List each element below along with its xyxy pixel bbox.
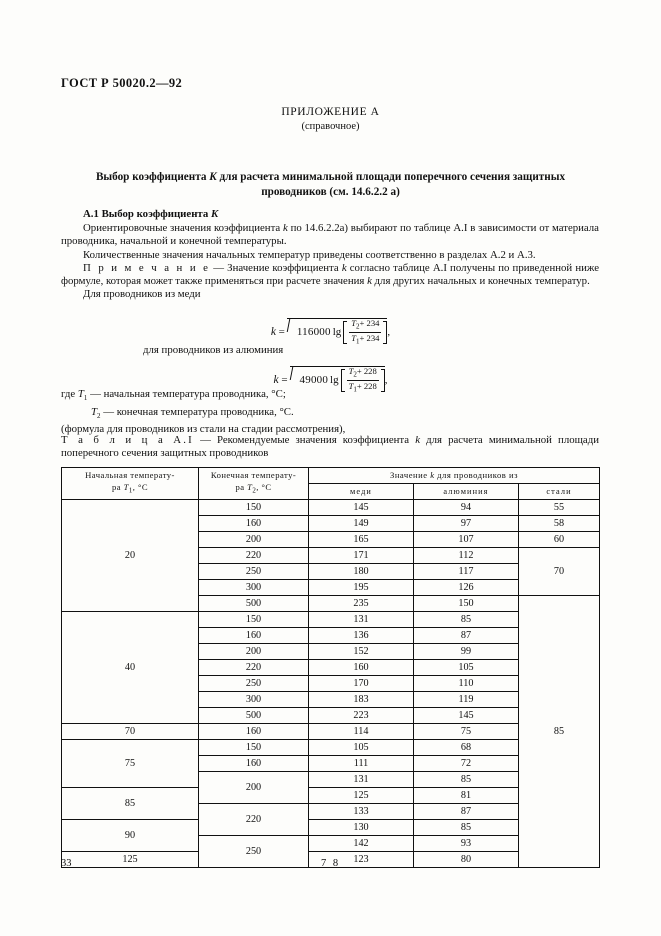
header-final-temperature-unit: , °С	[256, 481, 272, 492]
formula-aluminium-coefficient: 49000	[299, 374, 329, 387]
header-material-steel: стали	[519, 484, 600, 500]
where-line-2-sub: 2	[97, 411, 101, 420]
cell-aluminium: 119	[414, 692, 519, 708]
cell-final-temperature: 160	[199, 628, 309, 644]
where-line-1-sub: 1	[83, 394, 88, 403]
table-header	[62, 468, 600, 500]
where-line-1-text: — начальная температура проводника, °С;	[87, 388, 286, 400]
header-final-temperature-sub: 2	[252, 486, 257, 495]
appendix-subtitle: (справочное)	[301, 121, 360, 132]
formula-copper	[0, 317, 661, 346]
cell-copper: 114	[309, 724, 414, 740]
cell-aluminium: 107	[414, 532, 519, 548]
section-heading-text: А.1 Выбор коэффициента	[83, 208, 211, 220]
paragraph-1-k-symbol: k	[283, 222, 288, 235]
cell-copper: 160	[309, 660, 414, 676]
formula-copper-bracket	[343, 318, 387, 346]
cell-steel: 85	[519, 596, 600, 868]
header-initial-temperature	[62, 468, 199, 500]
cell-copper: 183	[309, 692, 414, 708]
appendix-block	[0, 106, 661, 132]
where-line-1	[61, 388, 599, 406]
formula-aluminium-num-var: T	[348, 366, 354, 376]
body-text	[61, 208, 599, 301]
cell-aluminium: 85	[414, 612, 519, 628]
table-header-row-1	[62, 468, 600, 484]
table-caption	[61, 434, 599, 460]
formula-aluminium-k: k	[273, 374, 279, 387]
formula-copper-den-var: T	[351, 332, 357, 343]
where-line-3: (формула для проводников из стали на стадии рассмотрения),	[61, 423, 346, 436]
cell-copper: 105	[309, 740, 414, 756]
where-line-2-text: — конечная температура проводника, °С.	[100, 405, 294, 418]
cell-copper: 171	[309, 548, 414, 564]
cell-aluminium: 81	[414, 788, 519, 804]
header-final-temperature-line1: Конечная температу-	[210, 470, 297, 481]
header-initial-temperature-unit: , °С	[132, 481, 149, 492]
formula-copper-comma: ,	[387, 326, 391, 339]
page-title	[78, 170, 583, 200]
header-k-value-group	[309, 468, 600, 484]
note-part-a: — Значение коэффициента	[210, 261, 342, 274]
bracket-right-icon	[383, 321, 387, 344]
note-label: П р и м е ч а н и е	[83, 261, 211, 274]
cell-aluminium: 72	[414, 756, 519, 772]
formula-aluminium-num-sub: 2	[353, 370, 357, 379]
header-initial-temperature-var: T	[123, 481, 129, 492]
cell-copper: 195	[309, 580, 414, 596]
cell-aluminium: 97	[414, 516, 519, 532]
cell-final-temperature: 500	[199, 596, 309, 612]
note-part-b: согласно таблице А.I получены по приведенной ниже формуле, которая может также применяться при расчете значения	[61, 261, 600, 288]
where-line-2	[61, 406, 599, 424]
formula-aluminium-den-sub: 1	[353, 385, 357, 394]
cell-initial-temperature: 40	[62, 612, 199, 724]
copper-lead-in: Для проводников из меди	[83, 288, 201, 301]
cell-final-temperature: 150	[199, 612, 309, 628]
cell-copper: 111	[309, 756, 414, 772]
cell-final-temperature: 300	[199, 692, 309, 708]
formula-copper-numerator	[349, 318, 381, 332]
formula-aluminium-log: lg	[330, 374, 339, 387]
cell-copper: 133	[309, 804, 414, 820]
cell-aluminium: 110	[414, 676, 519, 692]
cell-final-temperature: 300	[199, 580, 309, 596]
note-part-c: для других начальных и конечных температур.	[371, 275, 590, 288]
cell-copper: 235	[309, 596, 414, 612]
cell-final-temperature: 200	[199, 644, 309, 660]
header-k-value-group-part-a: Значение	[390, 469, 431, 480]
header-initial-temperature-sub: 1	[128, 486, 133, 495]
page-number: 33	[61, 858, 72, 869]
header-material-copper: меди	[309, 484, 414, 500]
table-body	[62, 500, 600, 868]
formula-copper-equals: =	[278, 326, 285, 339]
header-initial-temperature-line1: Начальная температу-	[85, 470, 175, 481]
cell-copper: 180	[309, 564, 414, 580]
section-heading-k-symbol: K	[210, 208, 219, 220]
appendix-title: ПРИЛОЖЕНИЕ А	[281, 106, 380, 118]
where-clause	[61, 388, 599, 437]
formula-aluminium-equals: =	[281, 374, 288, 387]
cell-copper: 145	[309, 500, 414, 516]
cell-steel: 70	[519, 548, 600, 596]
cell-copper: 131	[309, 772, 414, 788]
page-title-line2: проводников (см. 14.6.2.2 а)	[261, 186, 400, 198]
coefficient-table	[61, 467, 600, 868]
cell-aluminium: 99	[414, 644, 519, 660]
cell-initial-temperature: 90	[62, 820, 199, 852]
section-heading-a1	[61, 208, 599, 221]
cell-aluminium: 75	[414, 724, 519, 740]
cell-final-temperature: 200	[199, 772, 309, 804]
cell-final-temperature: 200	[199, 532, 309, 548]
formula-aluminium-numerator	[347, 366, 379, 380]
cell-final-temperature: 220	[199, 804, 309, 836]
cell-initial-temperature: 70	[62, 724, 199, 740]
cell-aluminium: 87	[414, 804, 519, 820]
header-material-aluminium: алюминия	[414, 484, 519, 500]
cell-aluminium: 68	[414, 740, 519, 756]
cell-final-temperature: 500	[199, 708, 309, 724]
header-k-value-group-part-b: для проводников из	[434, 469, 518, 480]
cell-copper: 136	[309, 628, 414, 644]
cell-final-temperature: 220	[199, 660, 309, 676]
cell-copper: 223	[309, 708, 414, 724]
cell-final-temperature: 150	[199, 500, 309, 516]
cell-final-temperature: 160	[199, 516, 309, 532]
where-line-1-var: T	[77, 388, 84, 400]
formula-aluminium-num-add: + 228	[356, 366, 377, 376]
formula-copper-den-sub: 1	[356, 337, 360, 346]
table-row	[62, 500, 600, 516]
cell-aluminium: 117	[414, 564, 519, 580]
formula-aluminium-den-add: + 228	[356, 380, 377, 391]
paragraph-1	[61, 222, 599, 248]
paragraph-1-part-b: по 14.6.2.2а) выбирают по таблице А.I в зависимости от материала проводника, начальной и конечной температуры.	[61, 222, 599, 248]
cell-final-temperature: 150	[199, 740, 309, 756]
cell-aluminium: 112	[414, 548, 519, 564]
formula-copper-expression	[271, 317, 390, 346]
header-k-value-group-symbol: k	[430, 469, 435, 480]
formula-copper-k: k	[270, 326, 276, 339]
formula-aluminium-den-var: T	[348, 380, 354, 391]
where-line-1-prefix: где	[61, 388, 78, 400]
cell-initial-temperature: 125	[62, 852, 199, 868]
cell-copper: 149	[309, 516, 414, 532]
cell-steel: 60	[519, 532, 600, 548]
cell-copper: 123	[309, 852, 414, 868]
cell-initial-temperature: 85	[62, 788, 199, 820]
cell-aluminium: 145	[414, 708, 519, 724]
page-title-k-symbol: K	[209, 171, 217, 183]
cell-aluminium: 150	[414, 596, 519, 612]
cell-final-temperature: 250	[199, 836, 309, 868]
note-k-symbol-1: k	[341, 261, 347, 274]
coefficient-table-wrapper	[61, 467, 599, 868]
cell-steel: 58	[519, 516, 600, 532]
formula-copper-log: lg	[332, 326, 342, 339]
formula-copper-num-var: T	[351, 318, 357, 328]
cell-final-temperature: 160	[199, 724, 309, 740]
table-caption-label: Т а б л и ц а А.I	[61, 434, 194, 446]
cell-aluminium: 126	[414, 580, 519, 596]
cell-copper: 165	[309, 532, 414, 548]
cell-copper: 142	[309, 836, 414, 852]
formula-copper-radical	[287, 317, 391, 346]
aluminium-lead-in: для проводников из алюминия	[143, 344, 284, 356]
header-initial-temperature-line2-pre: ра	[111, 481, 124, 492]
table-caption-part-b: для расчета минимальной площади поперечного сечения защитных проводников	[61, 434, 599, 460]
formula-aluminium-comma: ,	[384, 374, 388, 387]
header-final-temperature	[199, 468, 309, 500]
cell-initial-temperature: 20	[62, 500, 199, 612]
formula-copper-fraction	[347, 318, 383, 346]
cell-copper: 131	[309, 612, 414, 628]
cell-final-temperature: 250	[199, 676, 309, 692]
paragraph-2: Количественные значения начальных температур приведены соответственно в разделах А.2 и А.3.	[83, 248, 536, 261]
formula-copper-denominator	[349, 332, 381, 347]
cell-aluminium: 105	[414, 660, 519, 676]
cell-steel: 55	[519, 500, 600, 516]
footer-center-mark: 7 8	[320, 858, 341, 869]
cell-copper: 170	[309, 676, 414, 692]
cell-aluminium: 93	[414, 836, 519, 852]
formula-copper-coefficient: 116000	[296, 326, 331, 339]
cell-aluminium: 94	[414, 500, 519, 516]
cell-final-temperature: 250	[199, 564, 309, 580]
cell-aluminium: 85	[414, 820, 519, 836]
table-caption-k-symbol: k	[415, 434, 420, 446]
cell-aluminium: 87	[414, 628, 519, 644]
formula-copper-num-sub: 2	[356, 322, 360, 331]
cell-final-temperature: 220	[199, 548, 309, 564]
cell-copper: 130	[309, 820, 414, 836]
cell-aluminium: 80	[414, 852, 519, 868]
header-final-temperature-line2-pre: ра	[235, 481, 248, 492]
cell-copper: 125	[309, 788, 414, 804]
formula-copper-den-add: + 234	[359, 332, 380, 343]
paragraph-1-part-a: Ориентировочные значения коэффициента	[83, 222, 283, 235]
formula-copper-num-add: + 234	[359, 318, 380, 328]
gost-standard-number: ГОСТ Р 50020.2—92	[61, 76, 183, 90]
table-caption-part-a: — Рекомендуемые значения коэффициента	[193, 434, 416, 446]
note-k-symbol-2: k	[367, 275, 372, 288]
cell-copper: 152	[309, 644, 414, 660]
note-paragraph	[61, 262, 599, 288]
cell-initial-temperature: 75	[62, 740, 199, 788]
cell-final-temperature: 160	[199, 756, 309, 772]
page-title-line1-part-b: для расчета минимальной площади поперечного сечения защитных	[216, 171, 566, 183]
where-line-2-var: T	[91, 405, 98, 418]
header-final-temperature-var: T	[247, 481, 253, 492]
cell-aluminium: 85	[414, 772, 519, 788]
page-title-line1-part-a: Выбор коэффициента	[95, 171, 210, 183]
